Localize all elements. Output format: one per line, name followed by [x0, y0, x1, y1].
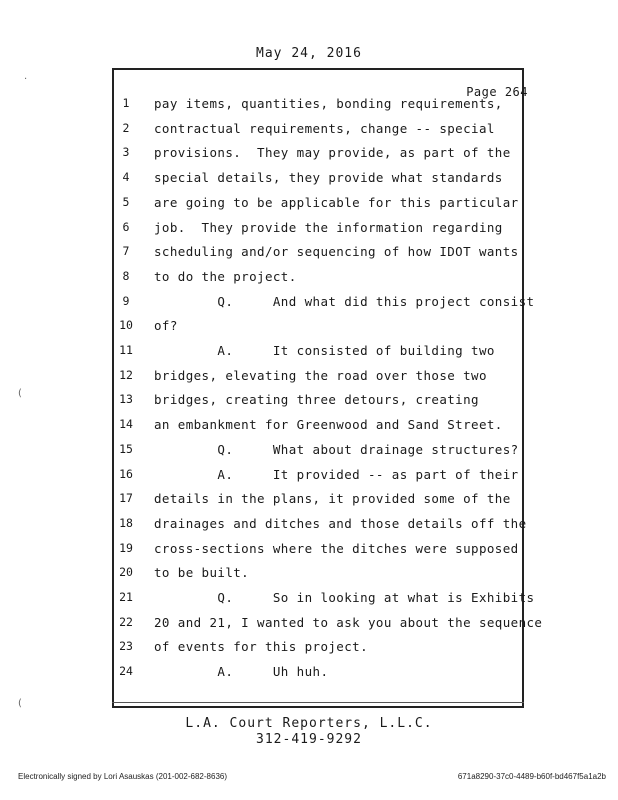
- line-text: of?: [154, 318, 178, 334]
- line-text: to do the project.: [154, 268, 297, 284]
- line-text: A. It provided -- as part of their: [154, 466, 519, 482]
- transcript-line: [112, 491, 524, 511]
- line-number: 8: [122, 268, 130, 283]
- line-number: 9: [122, 293, 130, 308]
- transcript-line: [112, 121, 524, 141]
- line-text: to be built.: [154, 565, 250, 581]
- transcript-date: May 24, 2016: [256, 46, 362, 61]
- transcript-line: [112, 590, 535, 610]
- page-number: Page 264: [466, 85, 528, 99]
- line-number: 12: [119, 367, 133, 382]
- line-number: 14: [119, 417, 133, 432]
- line-number: 7: [122, 244, 130, 259]
- line-text: Q. So in looking at what is Exhibits: [154, 590, 535, 605]
- transcript-line: [112, 639, 524, 659]
- transcript-line: [112, 318, 524, 338]
- transcript-line: [112, 442, 524, 462]
- line-number: 1: [122, 96, 130, 110]
- line-text: of events for this project.: [154, 639, 368, 655]
- line-number: 24: [119, 664, 133, 679]
- electronic-signature-note: Electronically signed by Lori Asauskas (201-002-682-8636): [18, 772, 228, 781]
- document-id: 671a8290-37c0-4489-b60f-bd467f5a1a2b: [457, 772, 606, 781]
- line-text: details in the plans, it provided some of the: [154, 491, 511, 507]
- line-number: 22: [119, 614, 133, 629]
- line-text: Q. What about drainage structures?: [154, 441, 519, 457]
- transcript-line: [112, 145, 524, 165]
- line-number: 5: [122, 194, 130, 209]
- transcript-line: [112, 368, 524, 388]
- line-text: special details, they provide what standards: [154, 170, 503, 186]
- transcript-line: [112, 565, 524, 585]
- transcript-line: [112, 515, 527, 536]
- court-reporter-name: L.A. Court Reporters, L.L.C.: [185, 716, 433, 731]
- line-number: 20: [119, 565, 133, 580]
- line-number: 3: [122, 145, 130, 160]
- transcript-line: [112, 195, 524, 215]
- transcript-line: [112, 467, 524, 487]
- scan-speck: (: [18, 698, 22, 709]
- line-number: 6: [122, 219, 130, 234]
- line-text: pay items, quantities, bonding requirements,: [154, 96, 503, 111]
- transcript-line: [112, 269, 524, 289]
- line-number: 4: [122, 170, 130, 185]
- line-number: 13: [119, 392, 133, 407]
- line-text: provisions. They may provide, as part of the: [154, 145, 511, 161]
- line-text: are going to be applicable for this particular: [154, 194, 519, 210]
- line-number: 10: [119, 318, 133, 333]
- line-text: 20 and 21, I wanted to ask you about the sequence: [154, 614, 543, 630]
- line-text: bridges, creating three detours, creating: [154, 392, 479, 408]
- line-text: job. They provide the information regarding: [154, 219, 503, 235]
- line-text: Q. And what did this project consist: [154, 293, 535, 309]
- line-number: 18: [119, 515, 133, 530]
- scan-speck: (: [18, 388, 22, 399]
- line-number: 19: [119, 540, 133, 555]
- line-number: 21: [119, 590, 133, 604]
- line-number: 11: [119, 343, 133, 357]
- line-text: A. It consisted of building two: [154, 343, 495, 358]
- transcript-line: [112, 170, 524, 190]
- line-number: 17: [119, 491, 133, 506]
- line-number: 16: [119, 466, 133, 481]
- transcript-line: [112, 343, 524, 363]
- transcript-line: [112, 293, 535, 314]
- line-text: cross-sections where the ditches were supposed: [154, 540, 519, 556]
- transcript-line: [112, 244, 524, 264]
- frame-bottom-rule: [112, 702, 524, 703]
- transcript-line: [112, 541, 524, 561]
- line-text: A. Uh huh.: [154, 664, 329, 680]
- transcript-line: [112, 392, 524, 412]
- line-text: contractual requirements, change -- special: [154, 120, 495, 136]
- line-text: scheduling and/or sequencing of how IDOT wants: [154, 244, 519, 260]
- line-number: 2: [122, 120, 130, 135]
- line-number: 23: [119, 639, 133, 654]
- transcript-line: [112, 417, 524, 437]
- scan-speck: ·: [24, 74, 28, 85]
- line-text: drainages and ditches and those details off the: [154, 515, 527, 531]
- line-number: 15: [119, 441, 133, 456]
- transcript-line: [112, 614, 543, 635]
- line-text: an embankment for Greenwood and Sand Street.: [154, 417, 503, 433]
- line-text: bridges, elevating the road over those two: [154, 367, 487, 383]
- transcript-line: [112, 220, 524, 240]
- transcript-line: [112, 664, 524, 684]
- court-reporter-phone: 312-419-9292: [256, 732, 362, 747]
- transcript-line: [112, 96, 524, 116]
